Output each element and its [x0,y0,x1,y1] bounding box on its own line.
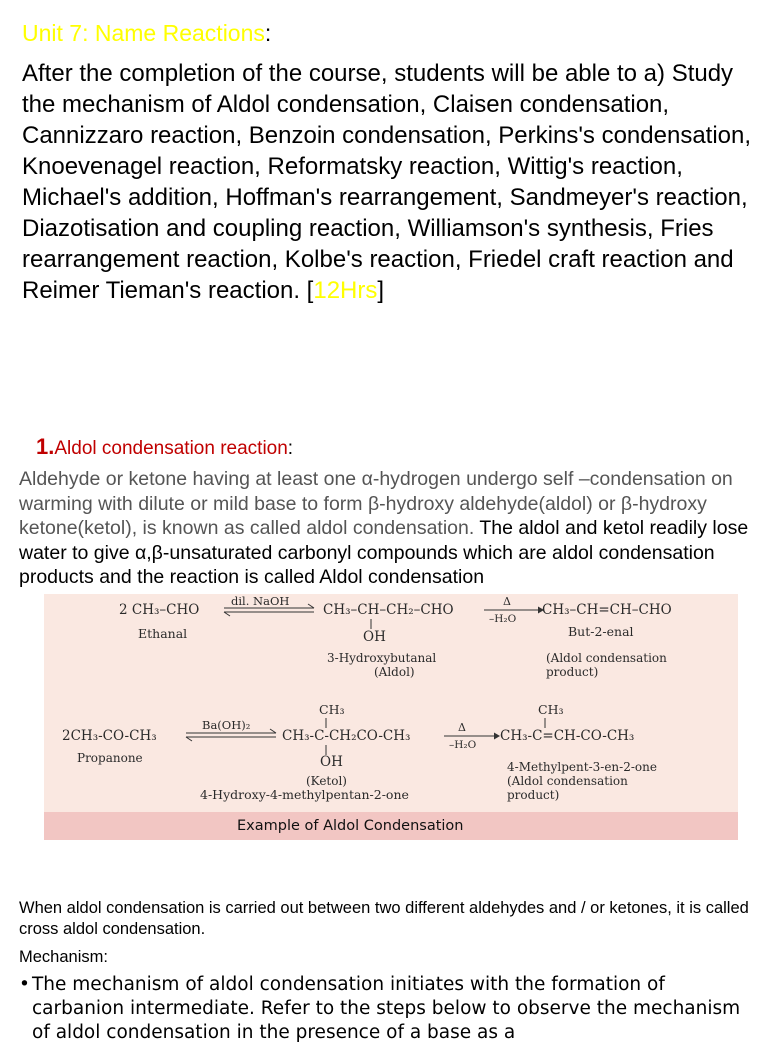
reaction-scheme [44,594,738,812]
aldol-figure [44,594,738,840]
r1-loss: –H₂O [489,613,517,625]
r1-product-note-1: (Aldol condensation [546,651,667,665]
r1-product-name: But-2-enal [568,624,634,639]
cross-aldol-paragraph: When aldol condensation is carried out between two different aldehydes and / or ketones, it is called cross aldol condensation. [19,899,749,938]
r2-loss: –H₂O [449,739,477,751]
outcomes-text: After the completion of the course, students will be able to a) Study the mechanism of Aldol condensation, Claisen condensation, Cannizzaro reaction, Benzoin condensation, Perkins's condensation, Knoevenagel reaction, Reformatsky reaction, Wittig's reaction, Michael's addition, Hoffman's rearrangement, Sandmeyer's reaction, Diazotisation and coupling reaction, Williamson's synthesis, Fries rearrangement reaction, Kolbe's reaction, Friedel craft reaction and Reimer Tieman's reaction. [ [22,60,752,304]
r2-intermediate-note: (Ketol) [306,774,347,788]
r1-intermediate-note: (Aldol) [374,665,415,679]
unit-title-text: Unit 7: Name Reactions [22,20,265,46]
section-number: 1. [36,434,55,459]
section-heading [36,434,293,462]
mechanism-bullet [19,973,759,1045]
section-colon: : [287,438,294,459]
r2-product-name: 4-Methylpent-3-en-2-one [507,760,657,774]
r2-reactant: 2CH₃-CO-CH₃ [62,728,157,744]
r2-reagent: Ba(OH)₂ [202,718,251,732]
r2-intermediate: CH₃-C-CH₂CO-CH₃ [282,728,411,744]
r1-reagent: dil. NaOH [231,594,290,608]
r1-intermediate-oh: OH [363,629,386,645]
r1-heat: Δ [503,595,511,608]
r1-product-note-2: product) [546,665,599,679]
r2-product-ch3: CH₃ [538,702,564,717]
r1-product: CH₃–CH=CH–CHO [542,602,672,618]
figure-caption: Example of Aldol Condensation [237,818,464,834]
r2-intermediate-ch3: CH₃ [319,702,345,717]
r2-product-note-2: product) [507,788,560,802]
description-part1: Aldehyde or ketone having at least one α-hydrogen undergo self –condensation on warming with dilute or mild base to form β-hydroxy aldehyde(aldol) or β-hydroxy ketone(ketol), is known as called aldol condensation. [19,468,733,539]
r1-reactant: 2 CH₃–CHO [119,602,200,618]
r2-heat: Δ [458,721,466,734]
bullet-marker: • [19,974,30,995]
r2-intermediate-oh: OH [320,754,343,770]
description-part2: The aldol and ketol readily lose water to give α,β-unsaturated carbonyl compounds which are aldol condensation products and the reaction is called Aldol condensation [19,517,749,588]
unit-title-colon: : [264,20,272,46]
r1-intermediate-name: 3-Hydroxybutanal [327,651,437,665]
outcomes-close-bracket: ] [377,277,385,304]
mechanism-label: Mechanism: [19,948,108,966]
section-title: Aldol condensation reaction [54,438,288,459]
r2-product: CH₃-C=CH-CO-CH₃ [500,728,635,744]
hours-highlight: 12Hrs [313,277,378,304]
r2-reactant-name: Propanone [77,751,143,765]
unit-title [22,18,271,48]
course-outcomes-paragraph [22,58,762,306]
aldol-description [19,467,759,590]
r2-intermediate-name: 4-Hydroxy-4-methylpentan-2-one [200,787,409,802]
r1-intermediate: CH₃–CH–CH₂–CHO [323,602,454,618]
bullet-text: The mechanism of aldol condensation initiates with the formation of carbanion intermediate. Refer to the steps below to observe the mechanism of aldol condensation in the presence of a base as a [32,974,741,1043]
r1-reactant-name: Ethanal [138,626,188,641]
r2-product-note-1: (Aldol condensation [507,774,628,788]
